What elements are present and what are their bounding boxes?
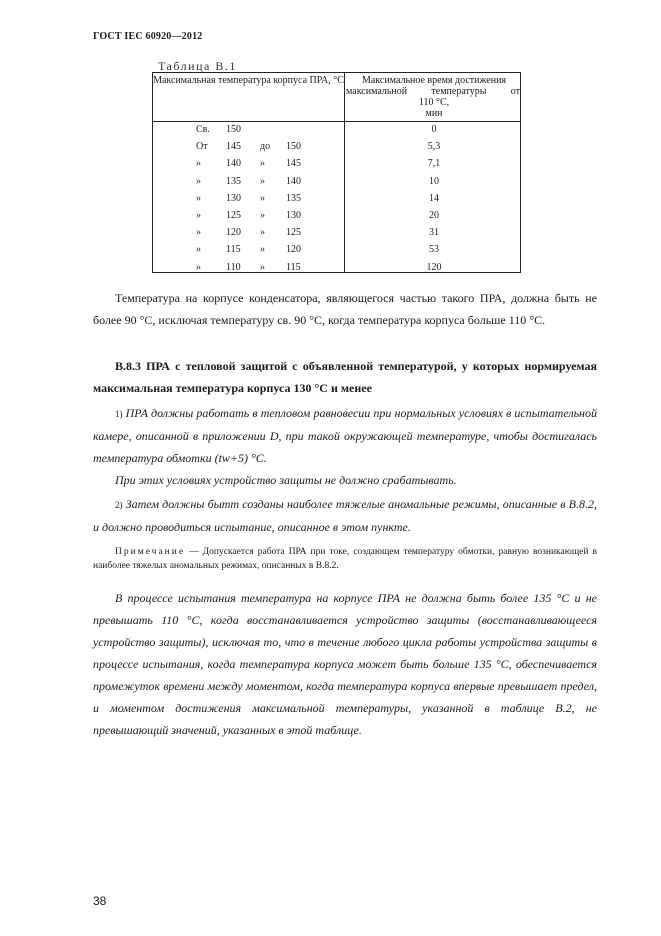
row-to: 135 (286, 192, 301, 204)
row-from: 145 (226, 141, 241, 153)
row-prefix: » (196, 227, 201, 239)
note-text: — Допускается работа ПРА при токе, создающем температуру обмотки, равную возникающей в наиболее тяжелых аномальных режимах, описанных в В.8.2. (93, 547, 597, 571)
row-to-word: » (260, 192, 265, 204)
row-to-word: » (260, 261, 265, 273)
row-to: 125 (286, 227, 301, 239)
row-to: 115 (286, 261, 301, 273)
table-row (153, 262, 520, 279)
row-from: 115 (226, 244, 241, 256)
row-from: 130 (226, 192, 241, 204)
row-from: 110 (226, 261, 241, 273)
row-to: 150 (286, 141, 301, 153)
row-to: 130 (286, 210, 301, 221)
note (93, 545, 597, 573)
row-time: 31 (429, 227, 439, 239)
paragraph-final: В процессе испытания температура на корпусе ПРА не должна быть более 135 °С и не превышать 110 °С, когда восстанавливается устройство защиты (восстанавливающееся устройство защиты), исключая то, что в течение любого цикла работы устройства защиты в процессе испытания, когда температура корпуса может быть больше 135 °С, обеспечивается промежуток времени между моментом, когда температура корпуса впервые превышает предел, и моментом достижения максимальной температуры, указанной в таблице В.2, не превышающий значений, указанных в этой таблице. (93, 591, 597, 737)
table-row (153, 158, 520, 175)
table-row (153, 193, 520, 210)
list-item-2-text: Затем должны бытт созданы наиболее тяжелые аномальные режимы, описанные в В.8.2, и должно проводиться испытание, описанное в этом пункте. (93, 497, 598, 534)
table-row (153, 141, 520, 158)
paragraph-capacitor: Температура на корпусе конденсатора, являющегося частью такого ПРА, должна быть не более 90 °С, исключая температуру св. 90 °С, когда температура корпуса больше 110 °С. (93, 291, 597, 327)
row-prefix: » (196, 210, 201, 221)
row-prefix: Св. (196, 124, 210, 135)
document-header: ГОСТ IEC 60920—2012 (93, 31, 203, 42)
row-prefix: От (196, 141, 208, 153)
row-prefix: » (196, 192, 201, 204)
table-row (153, 176, 520, 193)
row-time: 7,1 (427, 158, 441, 170)
row-to: 145 (286, 158, 301, 170)
table-row (153, 244, 520, 261)
page-number: 38 (93, 894, 107, 908)
row-time: 20 (429, 210, 439, 221)
row-time: 53 (429, 244, 439, 256)
list-item-1-note: При этих условиях устройство защиты не должно срабатывать. (115, 473, 457, 487)
row-time: 5,3 (427, 141, 441, 153)
row-to: 140 (286, 175, 301, 187)
section-heading: В.8.3 ПРА с тепловой защитой с объявленной температурой, у которых нормируемая максимальная температура корпуса 130 °С и менее (93, 359, 597, 395)
row-prefix: » (196, 244, 201, 256)
data-table (152, 72, 521, 273)
row-to-word: до (260, 141, 271, 153)
row-from: 120 (226, 227, 241, 239)
row-from: 140 (226, 158, 241, 170)
row-to-word: » (260, 175, 265, 187)
table-row (153, 124, 520, 141)
row-from: 125 (226, 210, 241, 221)
row-to-word: » (260, 244, 265, 256)
list-item-1-text: ПРА должны работать в тепловом равновесии при нормальных условиях в испытательной камере, описанной в приложении D, при такой окружающей температуре, чтобы достигалась температура обмотки (tw+5) °С. (93, 406, 598, 465)
row-to-word: » (260, 158, 265, 170)
row-to: 120 (286, 244, 301, 256)
row-from: 135 (226, 175, 241, 187)
table-row (153, 227, 520, 244)
list-item-1-number: 1) (115, 409, 123, 419)
table-row (153, 210, 520, 227)
row-time: 14 (429, 192, 439, 204)
table-header-temperature: Максимальная температура корпуса ПРА, °С (153, 75, 344, 86)
row-time: 120 (426, 261, 442, 273)
table-header-time: Максимальное время достижения максимальной температуры от 110 °С, мин (346, 75, 520, 119)
row-time: 0 (431, 124, 437, 135)
row-prefix: » (196, 175, 201, 187)
row-prefix: » (196, 158, 201, 170)
table-header-divider (153, 121, 520, 122)
list-item-2-number: 2) (115, 500, 123, 510)
row-to-word: » (260, 227, 265, 239)
row-to-word: » (260, 210, 265, 221)
row-time: 10 (429, 175, 439, 187)
list-item-1 (93, 402, 597, 469)
table-title: Таблица B.1 (158, 59, 237, 73)
list-item-2 (93, 493, 597, 538)
row-from: 150 (226, 124, 241, 135)
note-label: Примечание (115, 547, 186, 557)
row-prefix: » (196, 261, 201, 273)
